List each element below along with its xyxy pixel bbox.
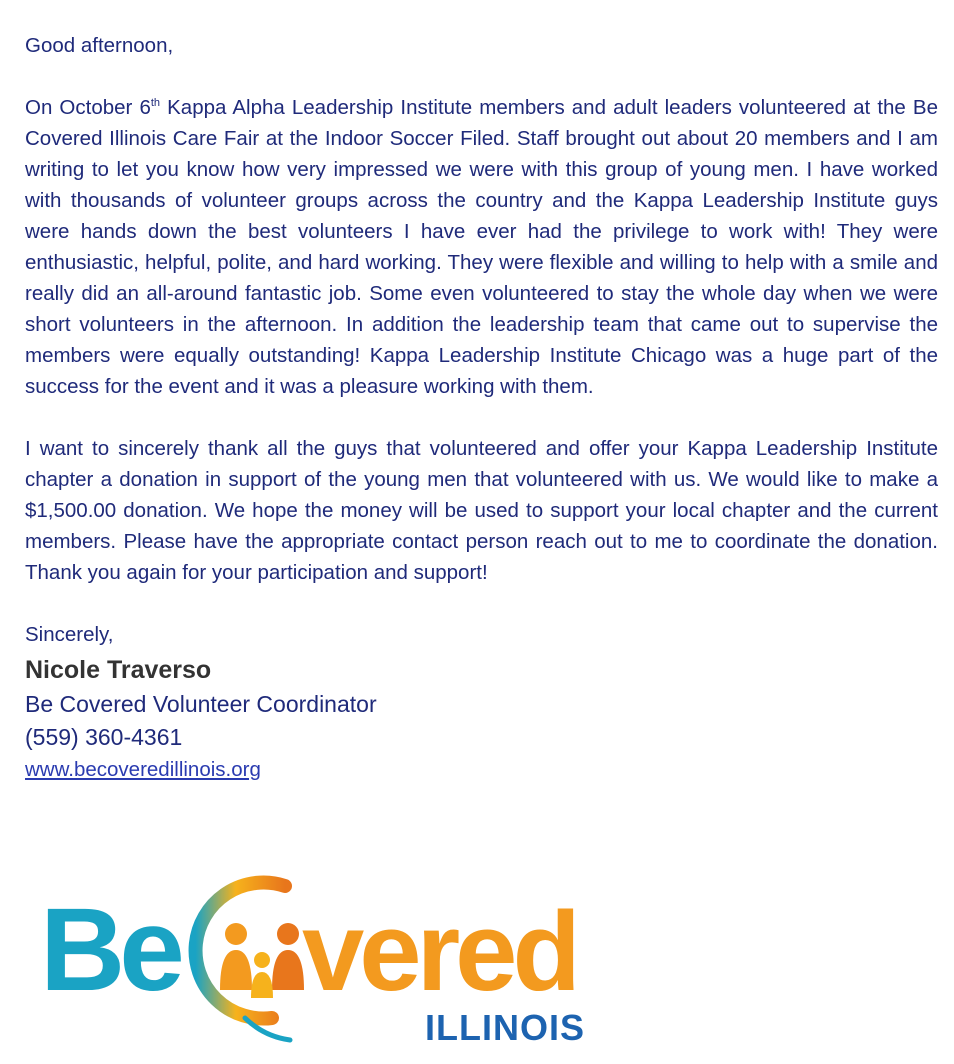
paragraph-1-start: On October 6 — [25, 96, 151, 119]
closing: Sincerely, — [25, 623, 114, 646]
logo-swoosh-icon — [196, 883, 285, 1019]
signature-name: Nicole Traverso — [25, 656, 212, 684]
logo-illinois-text: ILLINOIS — [425, 1007, 585, 1048]
family-icon — [220, 923, 304, 998]
signature-title: Be Covered Volunteer Coordinator — [25, 691, 377, 717]
website-link[interactable]: www.becoveredillinois.org — [25, 758, 261, 781]
be-covered-illinois-logo — [40, 868, 620, 1058]
logo-be-text: Be — [40, 884, 179, 1016]
paragraph-2: I want to sincerely thank all the guys that volunteered and offer your Kappa Leadership Institute chapter a donation in support of the young men that volunteered with us. We would like to make a $1,500.00 donation. We hope the money will be used to support your local chapter and the current members. Please have the appropriate contact person reach out to me to coordinate the donation. Thank you again for your participation and support! — [25, 437, 938, 584]
logo-vered-text: vered — [302, 889, 576, 1014]
date-ordinal: th — [150, 97, 161, 110]
signature-phone: (559) 360-4361 — [25, 724, 183, 750]
letter-body — [25, 30, 938, 785]
paragraph-1 — [25, 92, 938, 402]
paragraph-1-rest: Kappa Alpha Leadership Institute members and adult leaders volunteered at the Be Covered Illinois Care Fair at the Indoor Soccer Filed. Staff brought out about 20 members and I am writing to let you know how very impressed we were with this group of young men. I have worked with thousands of volunteer groups across the country and the Kappa Leadership Institute guys were hands down the best volunteers I have ever had the privilege to work with! They were enthusiastic, helpful, polite, and hard working. They were flexible and willing to help with a smile and really did an all-around fantastic job. Some even volunteered to stay the whole day when we were short volunteers in the afternoon. In addition the leadership team that came out to supervise the members were equally outstanding! Kappa Leadership Institute Chicago was a huge part of the success for the event and it was a pleasure working with them. — [25, 96, 938, 398]
greeting: Good afternoon, — [25, 34, 174, 57]
